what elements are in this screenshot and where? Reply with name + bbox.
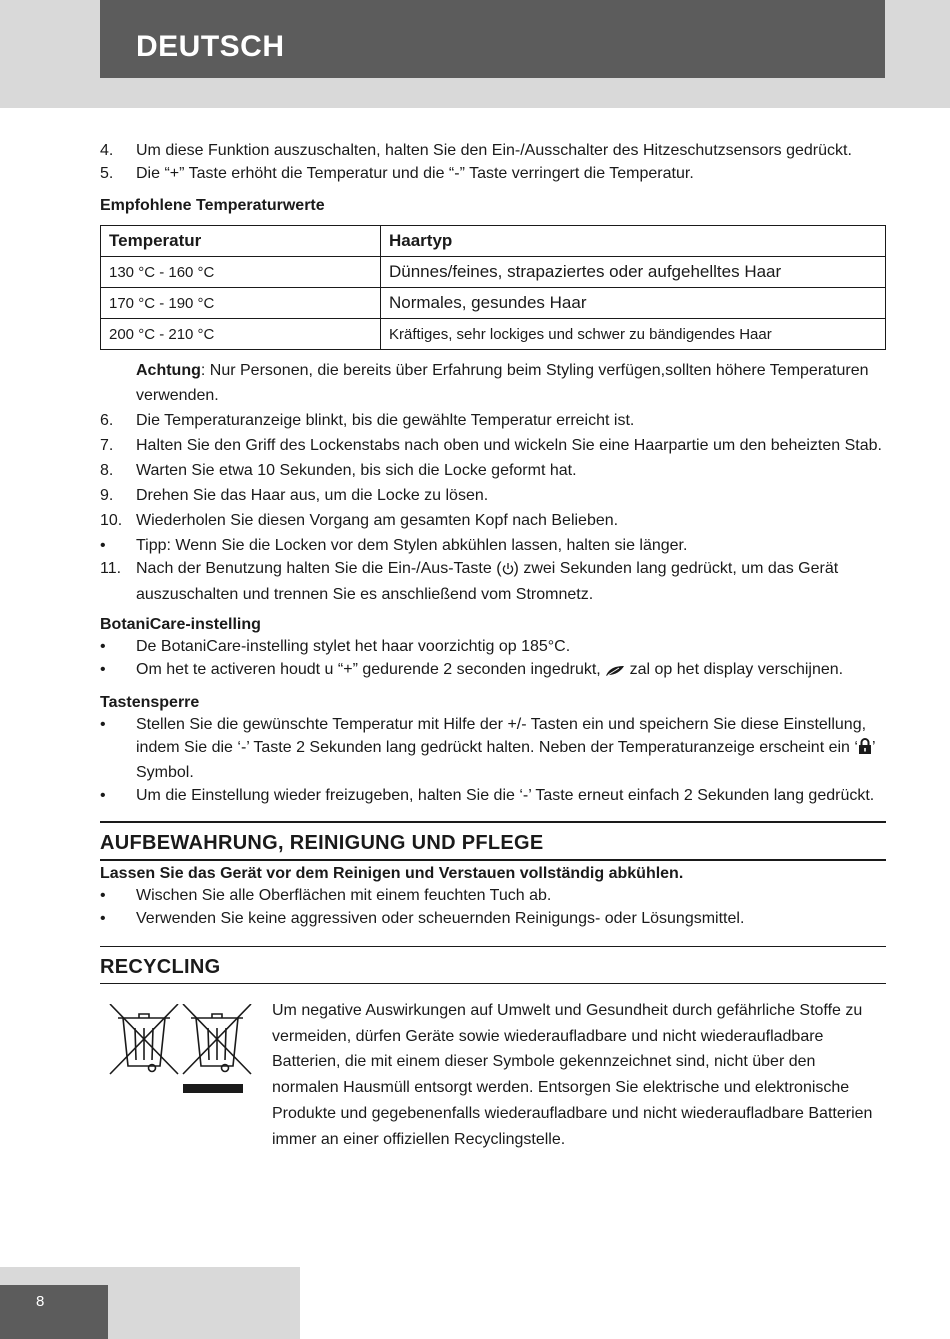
bullet: • <box>100 887 106 904</box>
step-number: 9. <box>100 487 114 504</box>
page-number: 8 <box>36 1293 45 1310</box>
storage-item: Wischen Sie alle Oberflächen mit einem feuchten Tuch ab. <box>136 887 552 904</box>
step-text: Wiederholen Sie diesen Vorgang am gesamten Kopf nach Belieben. <box>136 512 619 529</box>
table-header-row <box>101 226 886 257</box>
list-item <box>100 558 886 606</box>
list-item <box>100 163 886 186</box>
temp-table-heading: Empfohlene Temperaturwerte <box>100 197 325 214</box>
step-text: Die Temperaturanzeige blinkt, bis die gewählte Temperatur erreicht ist. <box>136 412 635 429</box>
step-text: Um diese Funktion auszuschalten, halten Sie den Ein-/Ausschalter des Hitzeschutzsensors gedrückt. <box>136 142 852 159</box>
list-item <box>100 785 886 808</box>
storage-intro: Lassen Sie das Gerät vor dem Reinigen und Verstauen vollständig abkühlen. <box>100 865 684 882</box>
list-item <box>100 885 886 908</box>
lock-item: Um die Einstellung wieder freizugeben, halten Sie die ‘-’ Taste erneut einfach 2 Sekunden lang gedrückt. <box>136 786 875 804</box>
bullet: • <box>100 537 106 554</box>
list-item <box>100 483 886 508</box>
bullet: • <box>100 716 106 733</box>
storage-item: Verwenden Sie keine aggressiven oder scheuernden Reinigungs- oder Lösungsmittel. <box>136 909 745 927</box>
list-item <box>100 714 886 785</box>
list-item <box>100 533 886 558</box>
list-item <box>100 659 886 685</box>
language-header <box>100 0 885 78</box>
step-text-after: ) zwei Sekunden lang gedrückt, um das Gerät auszuschalten und trennen Sie es anschließend vom Stromnetz. <box>136 560 839 603</box>
column-header-temperature: Temperatur <box>101 226 381 257</box>
page-content <box>100 140 886 1188</box>
steps-mid <box>100 408 886 606</box>
step-number: 7. <box>100 437 114 454</box>
page-number-box <box>0 1285 108 1339</box>
recycling-block <box>100 998 886 1188</box>
list-item <box>100 636 886 659</box>
power-icon <box>502 561 514 584</box>
key-lock-heading: Tastensperre <box>100 694 200 711</box>
list-item <box>100 408 886 433</box>
recycling-text: Um negative Auswirkungen auf Umwelt und Gesundheit durch gefährliche Stoffe zu vermeiden, dürfen Geräte sowie wiederaufladbare und nicht wiederaufladbare Batterien, die mit einem dieser Symbole gekennzeichnet sind, nicht über den normalen Hausmüll entsorgt werden. Entsorgen Sie elektrische und elektronische Produkte und gegebenenfalls wiederaufladbare und nicht wiederaufladbare Batterien immer an einer offiziellen Recyclingstelle. <box>272 1002 873 1148</box>
leaf-icon <box>605 662 625 685</box>
step-number: 10. <box>100 512 123 529</box>
storage-section-title: AUFBEWAHRUNG, REINIGUNG UND PFLEGE <box>100 821 886 861</box>
caution-label: Achtung <box>136 362 201 379</box>
list-item <box>100 908 886 931</box>
steps-top <box>100 140 886 185</box>
table-row <box>101 257 886 288</box>
step-text: Warten Sie etwa 10 Sekunden, bis sich die Locke geformt hat. <box>136 462 577 479</box>
padlock-icon <box>858 737 872 763</box>
table-cell-temp: 170 °C - 190 °C <box>101 288 381 319</box>
step-number: 4. <box>100 142 114 159</box>
language-title: DEUTSCH <box>136 30 285 63</box>
list-item <box>100 508 886 533</box>
table-cell-hair: Dünnes/feines, strapaziertes oder aufgehelltes Haar <box>381 257 886 288</box>
botanicare-item: De BotaniCare-instelling stylet het haar voorzichtig op 185°C. <box>136 638 571 655</box>
list-item <box>100 458 886 483</box>
step-number: 5. <box>100 164 114 182</box>
column-header-hairtype: Haartyp <box>381 226 886 257</box>
table-row <box>101 288 886 319</box>
crossed-bin-icon <box>108 1004 258 1104</box>
caution-note <box>100 358 886 408</box>
lock-item-before: Stellen Sie die gewünschte Temperatur mit Hilfe der +/- Tasten ein und speichern Sie diese Einstellung, indem Sie die ‘-’ Taste 2 Sekunden lang gedrückt halten. Neben der Temperaturanzeige erscheint ein ‘ <box>136 716 867 756</box>
step-text: Die “+” Taste erhöht die Temperatur und die “-” Taste verringert die Temperatur. <box>136 164 694 182</box>
table-cell-temp: 130 °C - 160 °C <box>101 257 381 288</box>
lock-item-after: ’ Symbol. <box>136 738 875 781</box>
table-row <box>101 319 886 350</box>
step-text-before: Nach der Benutzung halten Sie die Ein-/Aus-Taste ( <box>136 560 502 577</box>
step-number: 11. <box>100 560 122 577</box>
table-cell-hair: Kräftiges, sehr lockiges und schwer zu bändigendes Haar <box>381 319 886 350</box>
step-number: 8. <box>100 462 114 479</box>
step-text: Halten Sie den Griff des Lockenstabs nach oben und wickeln Sie eine Haarpartie um den beheizten Stab. <box>136 437 882 454</box>
tip-text: Tipp: Wenn Sie die Locken vor dem Stylen abkühlen lassen, halten sie länger. <box>136 537 688 554</box>
step-number: 6. <box>100 412 114 429</box>
temperature-table <box>100 225 886 350</box>
botanicare-item-before: Om het te activeren houdt u “+” gedurende 2 seconden ingedrukt, <box>136 660 606 678</box>
caution-text: : Nur Personen, die bereits über Erfahrung beim Styling verfügen,sollten höhere Temperaturen verwenden. <box>136 362 869 404</box>
bullet: • <box>100 786 106 804</box>
table-cell-hair: Normales, gesundes Haar <box>381 288 886 319</box>
bullet: • <box>100 638 106 655</box>
list-item <box>100 140 886 163</box>
botanicare-heading: BotaniCare-instelling <box>100 616 261 633</box>
table-cell-temp: 200 °C - 210 °C <box>101 319 381 350</box>
recycling-section-title: RECYCLING <box>100 946 886 984</box>
bullet: • <box>100 660 106 678</box>
bullet: • <box>100 909 106 927</box>
list-item <box>100 433 886 458</box>
step-text: Drehen Sie das Haar aus, um die Locke zu lösen. <box>136 487 489 504</box>
botanicare-item-after: zal op het display verschijnen. <box>625 660 844 678</box>
